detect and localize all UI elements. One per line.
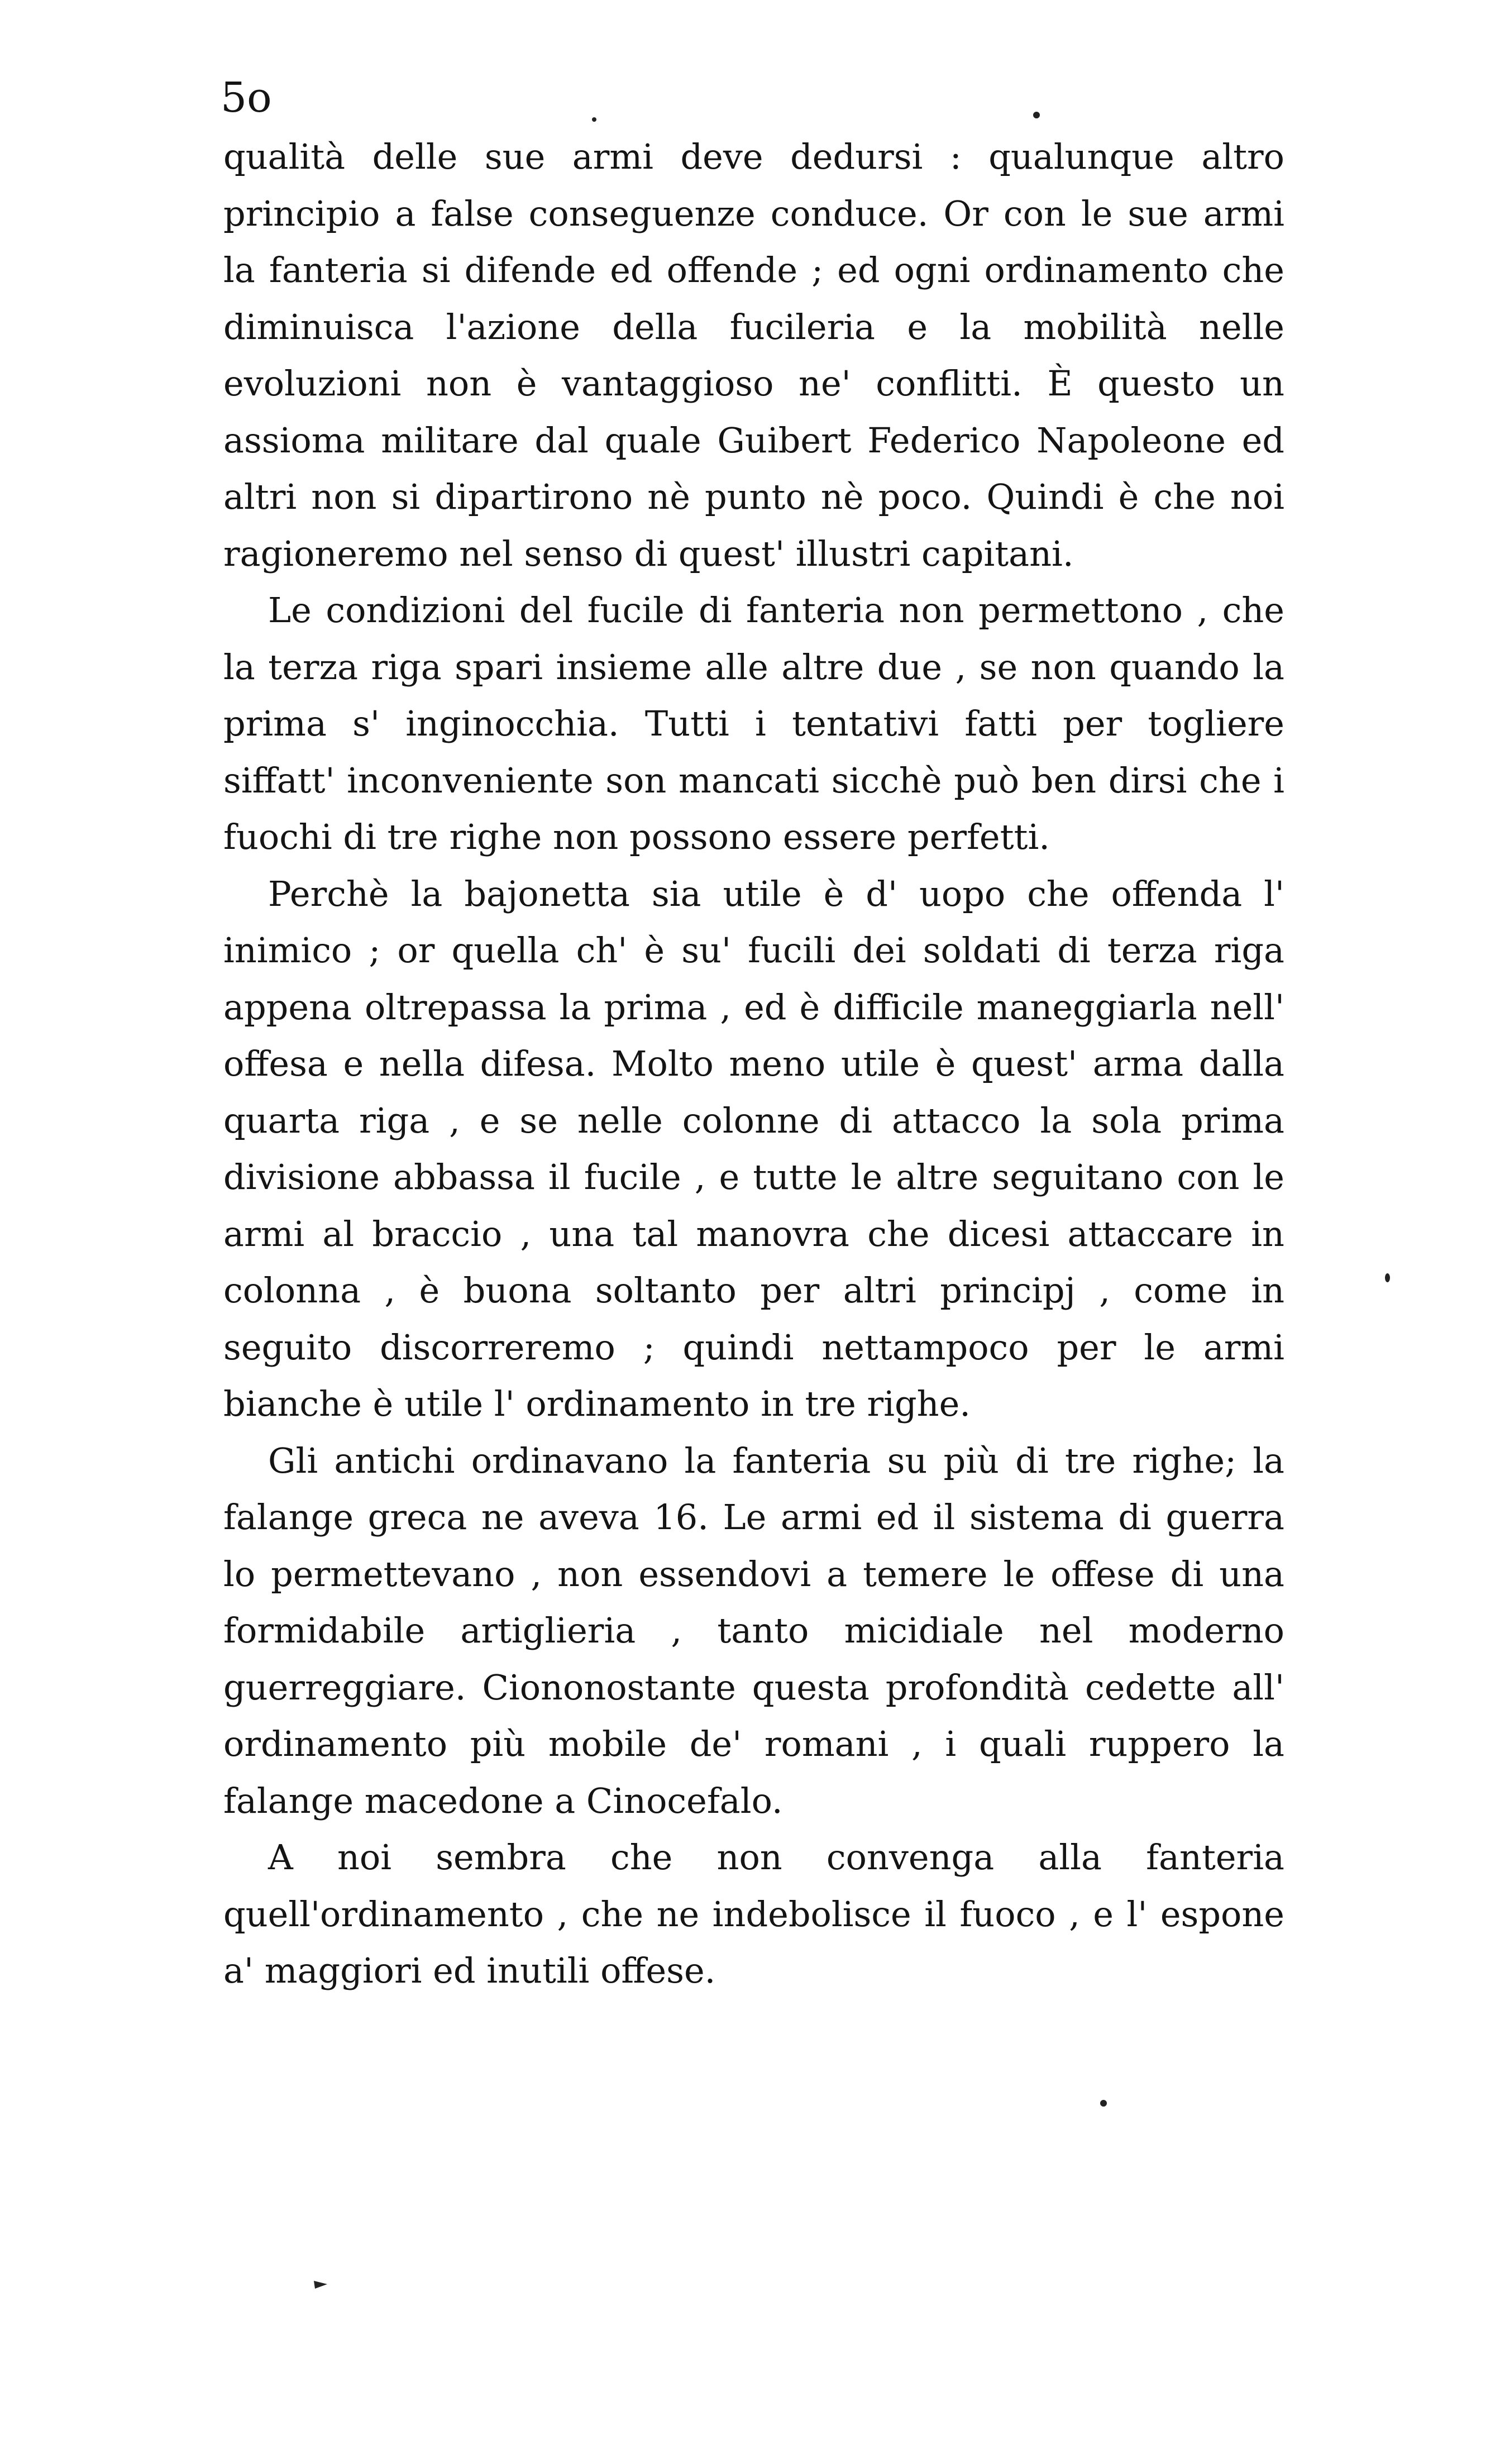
paragraph-4: Gli antichi ordinavano la fanteria su più di tre righe; la falange greca ne aveva 16. Le armi ed il sistema di guerra lo permettevano , non essendovi a temere le offese di una formidabile artiglieria , tanto micidiale nel moderno guerreggiare. Ciononostante questa profondità cedette all' ordinamento più mobile de' romani , i quali ruppero la falange macedone a Cinocefalo. bbox=[223, 1440, 1284, 1821]
body-text bbox=[223, 128, 1284, 1999]
page-number: 5o bbox=[221, 74, 272, 122]
print-speck bbox=[1385, 1273, 1390, 1282]
print-speck bbox=[592, 117, 596, 122]
paragraph-5: A noi sembra che non convenga alla fanteria quell'ordinamento , che ne indebolisce il fuoco , e l' espone a' maggiori ed inutili offese. bbox=[223, 1837, 1284, 1991]
ink-mark bbox=[313, 2279, 328, 2290]
paragraph-3: Perchè la bajonetta sia utile è d' uopo che offenda l' inimico ; or quella ch' è su' fucili dei soldati di terza riga appena oltrepassa la prima , ed è difficile maneggiarla nell' offesa e nella difesa. Molto meno utile è quest' arma dalla quarta riga , e se nelle colonne di attacco la sola prima divisione abbassa il fucile , e tutte le altre seguitano con le armi al braccio , una tal manovra che dicesi attaccare in colonna , è buona soltanto per altri principj , come in seguito discorreremo ; quindi nettampoco per le armi bianche è utile l' ordinamento in tre righe. bbox=[223, 873, 1284, 1424]
paragraph-1: qualità delle sue armi deve dedursi : qualunque altro principio a false conseguenze conduce. Or con le sue armi la fanteria si difende ed offende ; ed ogni ordinamento che diminuisca l'azione della fucileria e la mobilità nelle evoluzioni non è vantaggioso ne' conflitti. È questo un assioma militare dal quale Guibert Federico Napoleone ed altri non si dipartirono nè punto nè poco. Quindi è che noi ragioneremo nel senso di quest' illustri capitani. bbox=[223, 136, 1284, 574]
print-speck bbox=[1100, 2100, 1107, 2107]
paragraph-2: Le condizioni del fucile di fanteria non permettono , che la terza riga spari insieme alle altre due , se non quando la prima s' inginocchia. Tutti i tentativi fatti per togliere siffatt' inconveniente son mancati sicchè può ben dirsi che i fuochi di tre righe non possono essere perfetti. bbox=[223, 590, 1284, 857]
print-speck bbox=[1033, 112, 1040, 118]
